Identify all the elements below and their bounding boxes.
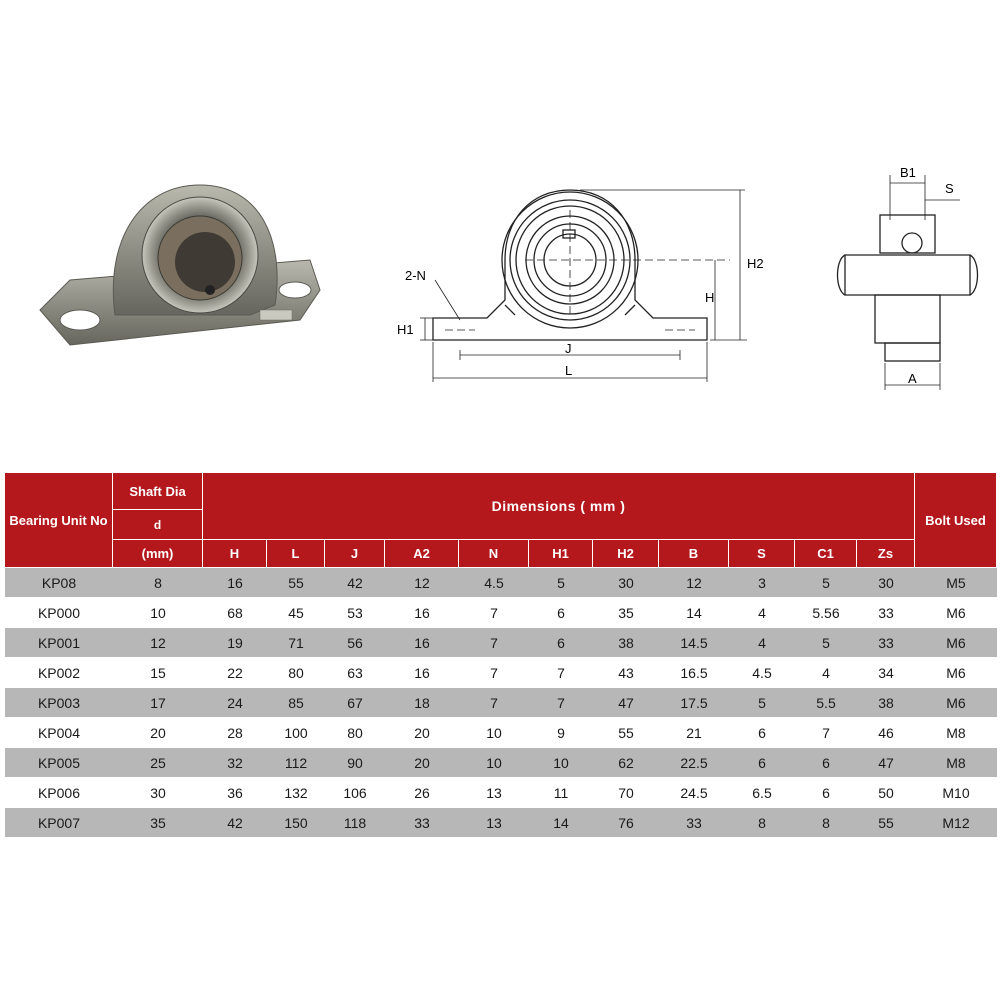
header-dim-h: H	[203, 540, 267, 568]
table-cell: 32	[203, 748, 267, 778]
table-cell: 46	[857, 718, 915, 748]
table-cell: KP08	[5, 568, 113, 598]
table-cell: KP003	[5, 688, 113, 718]
table-row	[5, 628, 997, 658]
table-cell: 6	[795, 778, 857, 808]
header-dim-l: L	[267, 540, 325, 568]
table-cell: 12	[659, 568, 729, 598]
table-cell: 70	[593, 778, 659, 808]
table-cell: 33	[385, 808, 459, 838]
table-cell: 19	[203, 628, 267, 658]
table-cell: 12	[113, 628, 203, 658]
table-cell: 5.56	[795, 598, 857, 628]
table-cell: 35	[113, 808, 203, 838]
table-row	[5, 568, 997, 598]
table-cell: KP002	[5, 658, 113, 688]
table-cell: 12	[385, 568, 459, 598]
table-cell: 63	[325, 658, 385, 688]
label-2-n: 2-N	[405, 268, 426, 283]
header-bolt-used: Bolt Used	[915, 473, 997, 568]
table-cell: 21	[659, 718, 729, 748]
table-cell: 4	[795, 658, 857, 688]
label-h2: H2	[747, 256, 764, 271]
table-cell: 24	[203, 688, 267, 718]
table-cell: 13	[459, 778, 529, 808]
table-cell: M5	[915, 568, 997, 598]
table-cell: 7	[529, 658, 593, 688]
table-row	[5, 808, 997, 838]
table-cell: KP006	[5, 778, 113, 808]
table-cell: 5	[529, 568, 593, 598]
table-row	[5, 598, 997, 628]
table-row	[5, 658, 997, 688]
table-cell: 80	[325, 718, 385, 748]
table-cell: 67	[325, 688, 385, 718]
table-cell: 34	[857, 658, 915, 688]
header-bearing-unit: Bearing Unit No	[5, 473, 113, 568]
table-cell: 10	[459, 748, 529, 778]
table-cell: 22.5	[659, 748, 729, 778]
table-cell: 4.5	[729, 658, 795, 688]
table-cell: 5	[795, 628, 857, 658]
header-dim-s: S	[729, 540, 795, 568]
table-cell: 11	[529, 778, 593, 808]
table-cell: 118	[325, 808, 385, 838]
table-cell: 36	[203, 778, 267, 808]
table-cell: 55	[857, 808, 915, 838]
table-cell: 56	[325, 628, 385, 658]
table-cell: 42	[325, 568, 385, 598]
table-cell: KP004	[5, 718, 113, 748]
table-cell: 5.5	[795, 688, 857, 718]
table-cell: 6	[729, 748, 795, 778]
header-dim-n: N	[459, 540, 529, 568]
table-cell: KP005	[5, 748, 113, 778]
bearing-photo	[10, 150, 340, 370]
table-cell: 7	[459, 658, 529, 688]
side-view-drawing	[820, 145, 990, 400]
table-cell: 9	[529, 718, 593, 748]
table-cell: 20	[385, 748, 459, 778]
table-cell: M6	[915, 688, 997, 718]
table-cell: 26	[385, 778, 459, 808]
label-j: J	[565, 341, 572, 356]
table-cell: 112	[267, 748, 325, 778]
table-cell: 33	[857, 598, 915, 628]
table-cell: M6	[915, 598, 997, 628]
table-cell: 43	[593, 658, 659, 688]
header-shaft-d: d	[113, 510, 203, 540]
table-cell: 62	[593, 748, 659, 778]
label-s: S	[945, 181, 954, 196]
table-cell: 7	[459, 628, 529, 658]
table-cell: 150	[267, 808, 325, 838]
table-cell: 7	[529, 688, 593, 718]
header-dim-zs: Zs	[857, 540, 915, 568]
table-cell: 28	[203, 718, 267, 748]
table-cell: 6	[529, 598, 593, 628]
table-cell: 16.5	[659, 658, 729, 688]
table-cell: 4.5	[459, 568, 529, 598]
table-cell: KP001	[5, 628, 113, 658]
table-cell: 7	[459, 688, 529, 718]
table-cell: KP000	[5, 598, 113, 628]
table-cell: 10	[113, 598, 203, 628]
header-shaft-unit: (mm)	[113, 540, 203, 568]
header-dim-b: B	[659, 540, 729, 568]
table-cell: 17.5	[659, 688, 729, 718]
table-cell: 24.5	[659, 778, 729, 808]
table-cell: M12	[915, 808, 997, 838]
table-cell: 14	[659, 598, 729, 628]
table-cell: 17	[113, 688, 203, 718]
header-dim-h2: H2	[593, 540, 659, 568]
table-cell: 80	[267, 658, 325, 688]
table-cell: 14	[529, 808, 593, 838]
table-cell: 6	[729, 718, 795, 748]
header-dim-j: J	[325, 540, 385, 568]
table-cell: 90	[325, 748, 385, 778]
table-cell: KP007	[5, 808, 113, 838]
table-cell: 6	[795, 748, 857, 778]
table-row	[5, 748, 997, 778]
header-dim-h1: H1	[529, 540, 593, 568]
table-row	[5, 778, 997, 808]
header-dim-c1: C1	[795, 540, 857, 568]
table-cell: 7	[459, 598, 529, 628]
table-cell: 6.5	[729, 778, 795, 808]
label-l: L	[565, 363, 573, 378]
table-cell: 85	[267, 688, 325, 718]
table-cell: 50	[857, 778, 915, 808]
table-cell: 10	[529, 748, 593, 778]
table-cell: 30	[113, 778, 203, 808]
table-cell: 20	[113, 718, 203, 748]
table-cell: 45	[267, 598, 325, 628]
table-cell: 35	[593, 598, 659, 628]
table-cell: 106	[325, 778, 385, 808]
header-shaft-dia: Shaft Dia	[113, 473, 203, 510]
table-cell: 47	[593, 688, 659, 718]
label-b1: B1	[900, 165, 916, 180]
table-cell: 47	[857, 748, 915, 778]
table-cell: M10	[915, 778, 997, 808]
bearing-spec-table	[5, 473, 997, 838]
table-cell: 3	[729, 568, 795, 598]
label-a: A	[908, 371, 917, 386]
table-cell: 71	[267, 628, 325, 658]
table-cell: 53	[325, 598, 385, 628]
table-cell: 16	[385, 628, 459, 658]
table-cell: 16	[385, 658, 459, 688]
label-h1: H1	[397, 322, 414, 337]
table-cell: 6	[529, 628, 593, 658]
table-cell: 13	[459, 808, 529, 838]
table-cell: 7	[795, 718, 857, 748]
table-cell: 100	[267, 718, 325, 748]
table-cell: 42	[203, 808, 267, 838]
table-cell: 4	[729, 628, 795, 658]
table-cell: 8	[113, 568, 203, 598]
table-cell: 68	[203, 598, 267, 628]
table-cell: 38	[593, 628, 659, 658]
table-cell: 18	[385, 688, 459, 718]
table-cell: 4	[729, 598, 795, 628]
table-row	[5, 718, 997, 748]
table-cell: 8	[795, 808, 857, 838]
table-cell: 10	[459, 718, 529, 748]
label-h: H	[705, 290, 715, 305]
front-view-drawing	[385, 150, 785, 390]
table-cell: 5	[729, 688, 795, 718]
table-cell: 38	[857, 688, 915, 718]
table-cell: 55	[267, 568, 325, 598]
table-cell: 132	[267, 778, 325, 808]
table-cell: M6	[915, 658, 997, 688]
table-cell: 30	[593, 568, 659, 598]
table-cell: 8	[729, 808, 795, 838]
table-cell: 14.5	[659, 628, 729, 658]
table-row	[5, 688, 997, 718]
table-cell: 5	[795, 568, 857, 598]
table-cell: 15	[113, 658, 203, 688]
table-cell: 30	[857, 568, 915, 598]
table-cell: 16	[385, 598, 459, 628]
table-cell: 25	[113, 748, 203, 778]
header-dimensions: Dimensions ( mm )	[203, 473, 915, 540]
table-cell: 33	[857, 628, 915, 658]
table-cell: 55	[593, 718, 659, 748]
table-cell: M8	[915, 748, 997, 778]
table-cell: 76	[593, 808, 659, 838]
table-cell: 22	[203, 658, 267, 688]
table-cell: 16	[203, 568, 267, 598]
table-cell: 33	[659, 808, 729, 838]
table-cell: M8	[915, 718, 997, 748]
table-cell: M6	[915, 628, 997, 658]
header-dim-a2: A2	[385, 540, 459, 568]
table-cell: 20	[385, 718, 459, 748]
